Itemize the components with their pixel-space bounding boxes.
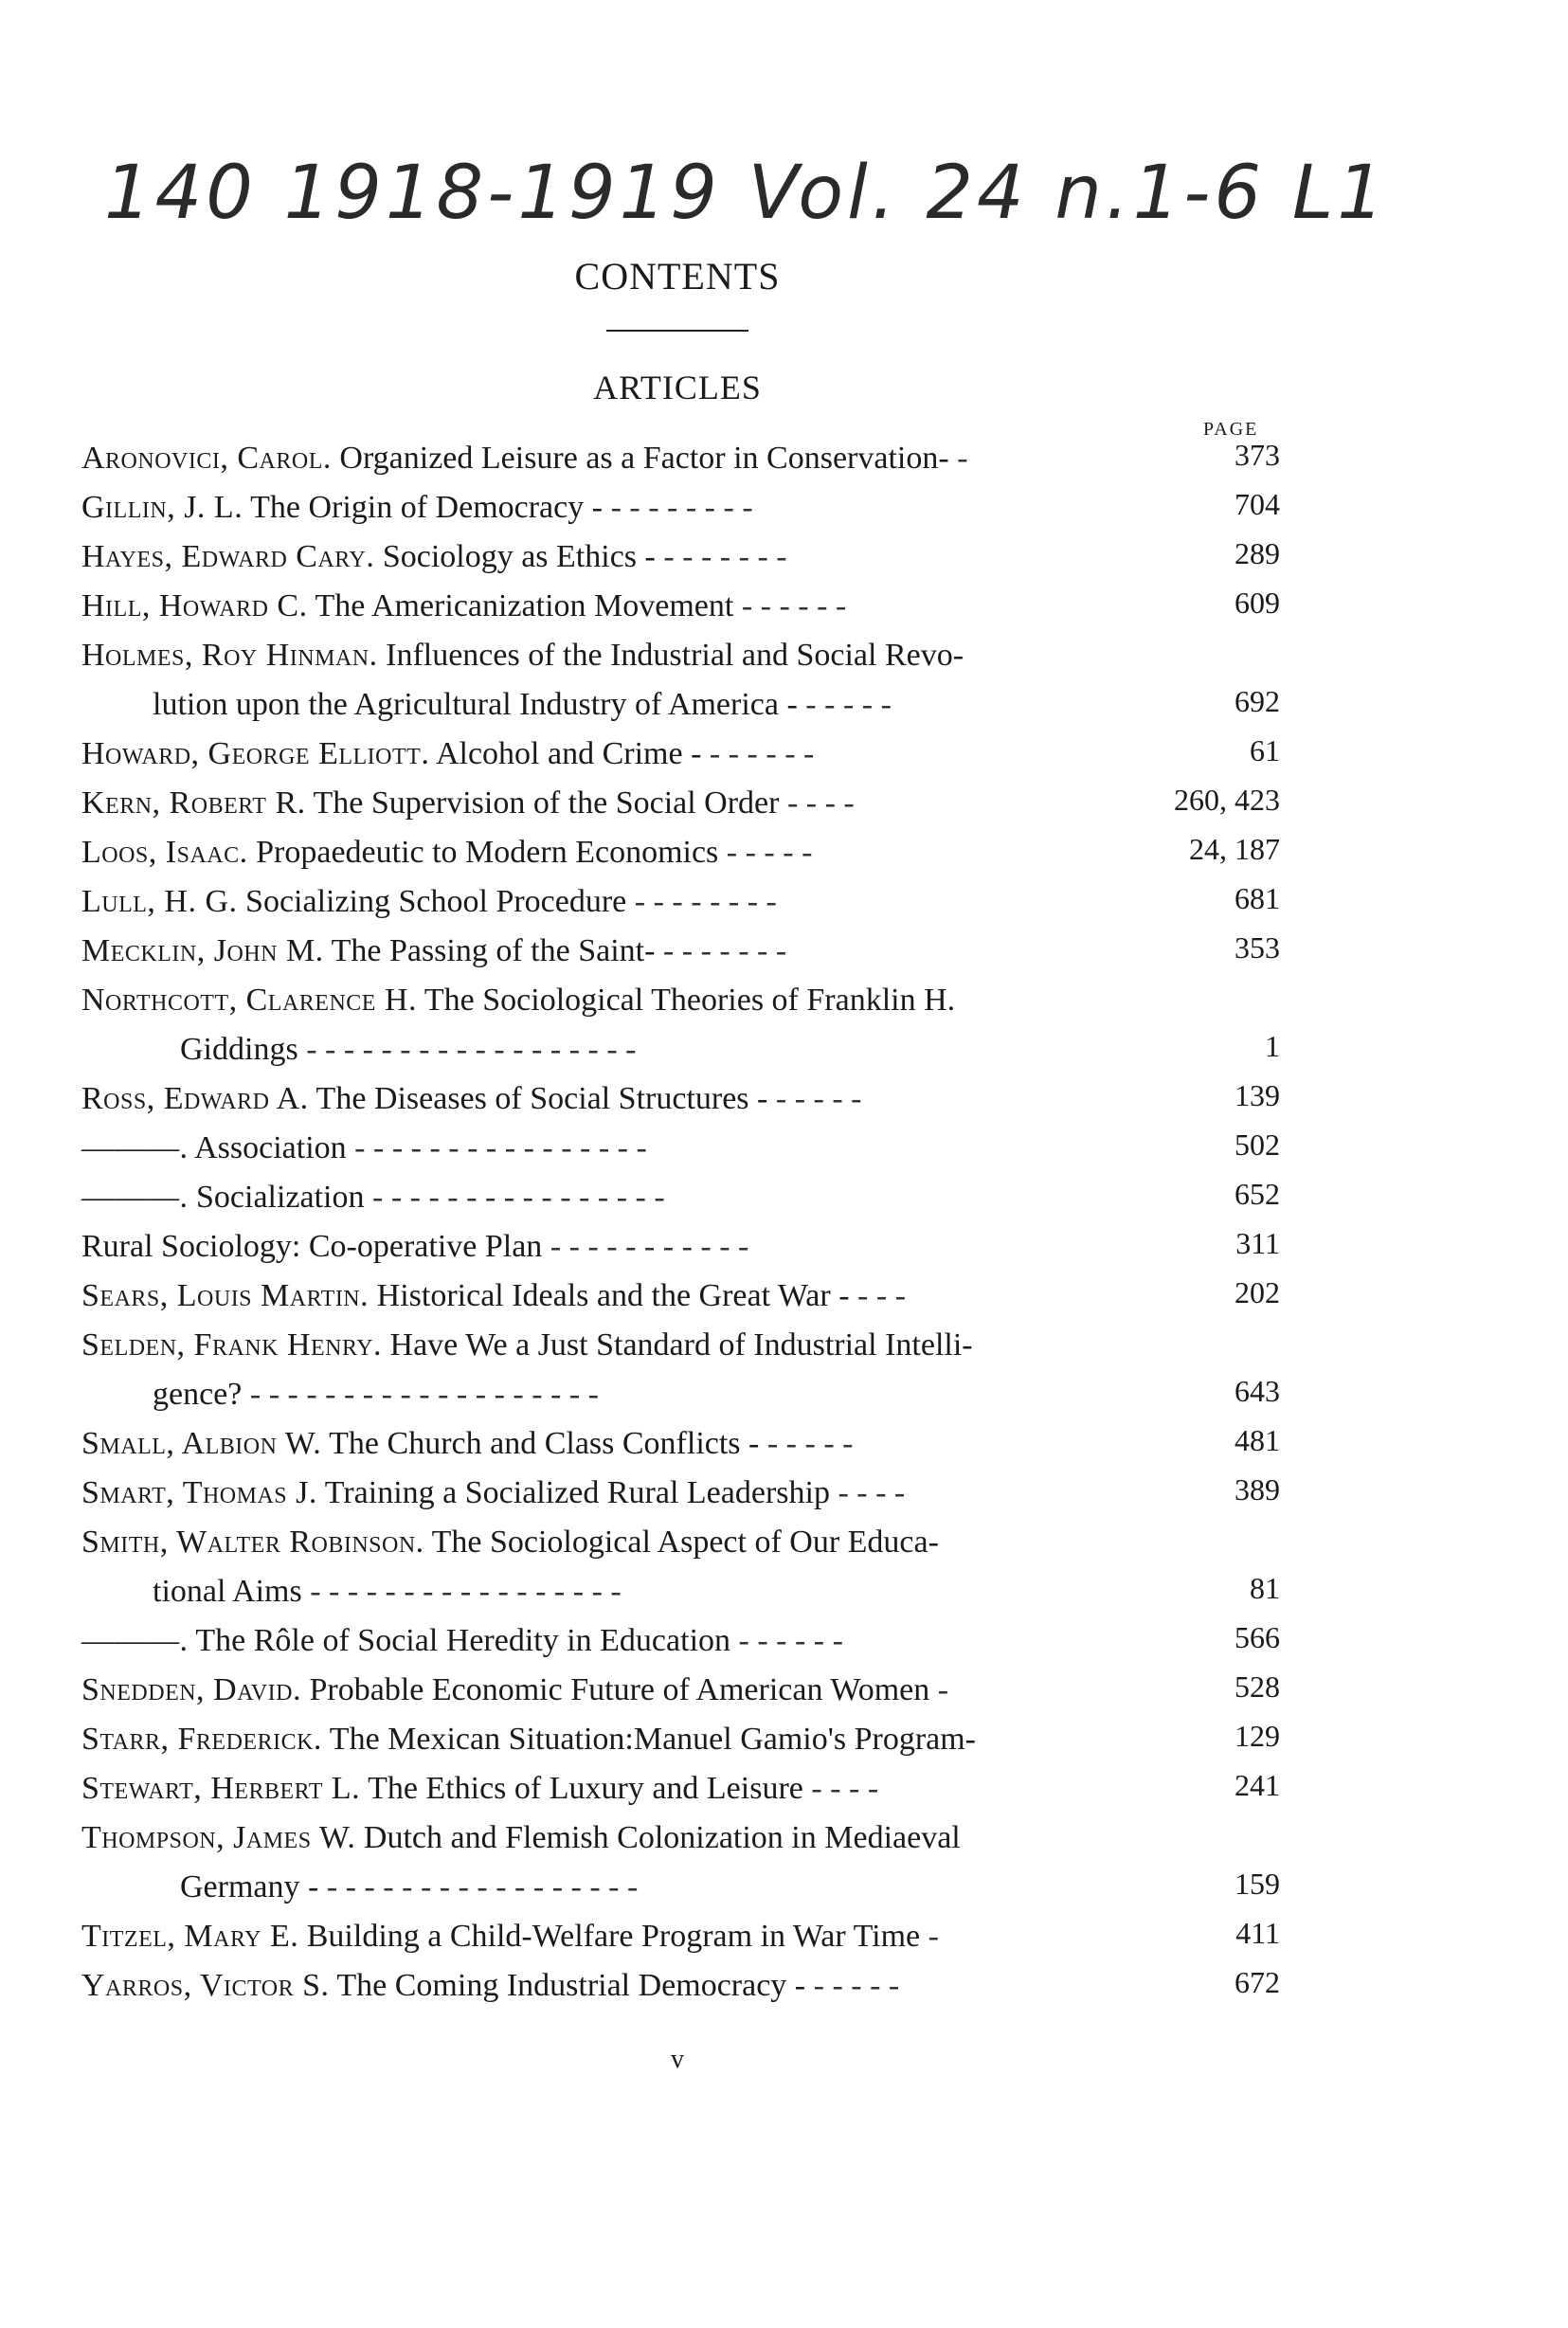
leader-dashes: - - - bbox=[857, 1278, 907, 1313]
entry-title-text: Propaedeutic to Modern Economics bbox=[256, 835, 719, 870]
entry-first-line bbox=[81, 1666, 1176, 1715]
entry-continuation-line bbox=[81, 1025, 1176, 1074]
contents-entry bbox=[81, 1518, 1280, 1616]
contents-entry bbox=[81, 1419, 1280, 1469]
entry-page-number: 692 bbox=[1235, 684, 1280, 718]
entry-author: Snedden, David. bbox=[81, 1672, 302, 1707]
entry-first-line bbox=[81, 1715, 1176, 1764]
entry-first-line bbox=[81, 631, 1176, 680]
entry-page-number: 672 bbox=[1235, 1965, 1280, 1999]
entry-author: Yarros, Victor S. bbox=[81, 1968, 330, 2003]
entry-title-text: Organized Leisure as a Factor in Conservation- bbox=[339, 441, 949, 476]
contents-entry bbox=[81, 877, 1280, 927]
entry-author: Selden, Frank Henry. bbox=[81, 1327, 383, 1363]
entry-continuation-line bbox=[81, 1370, 1176, 1419]
entry-title-text: Historical Ideals and the Great War - bbox=[376, 1278, 850, 1313]
leader-dashes: - - - - bbox=[811, 1771, 879, 1806]
entry-title-text: lution upon the Agricultural Industry of America - bbox=[153, 687, 798, 722]
entry-page-number: 652 bbox=[1235, 1177, 1280, 1211]
entry-first-line bbox=[81, 1814, 1176, 1863]
leader-dashes: - - - - - - bbox=[741, 588, 847, 623]
entry-page-number: 528 bbox=[1235, 1669, 1280, 1704]
entry-title-text: Germany - bbox=[180, 1869, 319, 1904]
entry-first-line bbox=[81, 1469, 1176, 1518]
entry-title-text: The Ethics of Luxury and Leisure bbox=[368, 1771, 803, 1806]
entry-page-number: 289 bbox=[1235, 536, 1280, 570]
entry-page-number: 704 bbox=[1235, 487, 1280, 521]
contents-entry bbox=[81, 1074, 1280, 1124]
handwritten-catalog-note bbox=[104, 142, 1525, 246]
leader-dashes: - - - - - - - bbox=[663, 539, 787, 574]
title-divider bbox=[606, 330, 748, 332]
entry-continuation-line bbox=[81, 1863, 1176, 1912]
entry-first-line bbox=[81, 877, 1176, 927]
contents-entry bbox=[81, 434, 1280, 483]
entry-title-text: Socialization bbox=[196, 1180, 365, 1215]
entry-author: Aronovici, Carol. bbox=[81, 441, 332, 476]
leader-dashes: - - - - - - bbox=[709, 736, 815, 771]
entry-page-number: 260, 423 bbox=[1174, 783, 1280, 817]
entry-title-text: Association bbox=[194, 1130, 347, 1165]
entry-title-text: The Church and Class Conflicts - bbox=[329, 1426, 760, 1461]
entry-first-line bbox=[81, 1419, 1176, 1469]
entry-author: Smart, Thomas J. bbox=[81, 1475, 317, 1510]
entry-author: ———. bbox=[81, 1180, 189, 1215]
entry-title-text: Training a Socialized Rural Leadership bbox=[324, 1475, 830, 1510]
entry-author: Small, Albion W. bbox=[81, 1426, 322, 1461]
entry-author: Holmes, Roy Hinman. bbox=[81, 638, 378, 673]
page-column-label: PAGE bbox=[1203, 419, 1259, 440]
entry-title-text: Sociology as Ethics - bbox=[382, 539, 656, 574]
leader-dashes: - - - - - bbox=[766, 1426, 854, 1461]
leader-dashes: - - - - - - - - - - - - - - - - - - - bbox=[249, 1377, 599, 1412]
entry-page-number: 139 bbox=[1235, 1078, 1280, 1112]
contents-entry bbox=[81, 1715, 1280, 1764]
contents-entry bbox=[81, 631, 1280, 730]
entry-author: Starr, Frederick. bbox=[81, 1722, 322, 1757]
leader-dashes: - - - - - - - - bbox=[634, 884, 777, 919]
entry-author: Lull, H. G. bbox=[81, 884, 238, 919]
entry-first-line bbox=[81, 1173, 1176, 1222]
entry-title-text: The Passing of the Saint- bbox=[331, 933, 656, 968]
entry-first-line bbox=[81, 1272, 1176, 1321]
contents-entry bbox=[81, 1173, 1280, 1222]
contents-entry bbox=[81, 828, 1280, 877]
entry-author: ———. bbox=[81, 1130, 189, 1165]
entry-author: Ross, Edward A. bbox=[81, 1081, 309, 1116]
entry-title-text: Alcohol and Crime - bbox=[435, 736, 702, 771]
leader-dashes: - - - - - bbox=[775, 1081, 862, 1116]
leader-dashes: - - - - bbox=[786, 785, 855, 821]
entry-title-text: Probable Economic Future of American Women bbox=[309, 1672, 930, 1707]
contents-entry bbox=[81, 532, 1280, 582]
entry-first-line bbox=[81, 1764, 1176, 1814]
entry-page-number: 311 bbox=[1235, 1226, 1280, 1260]
leader-dashes: - - - - - bbox=[813, 1968, 900, 2003]
entry-author: Northcott, Clarence H. bbox=[81, 983, 417, 1018]
entry-first-line bbox=[81, 1124, 1176, 1173]
entry-page-number: 389 bbox=[1235, 1472, 1280, 1507]
leader-dashes: - - - - - - - bbox=[662, 933, 787, 968]
contents-entry bbox=[81, 1124, 1280, 1173]
entry-title-text: Socializing School Procedure bbox=[245, 884, 627, 919]
contents-entry bbox=[81, 1272, 1280, 1321]
leader-dashes: - - - - - - - - - - - - - - - - - bbox=[326, 1869, 639, 1904]
contents-entry bbox=[81, 1222, 1280, 1272]
entry-first-line bbox=[81, 582, 1176, 631]
entry-page-number: 481 bbox=[1235, 1423, 1280, 1457]
contents-entry bbox=[81, 730, 1280, 779]
leader-dashes: - - - - - - bbox=[738, 1623, 843, 1658]
entry-author: Hill, Howard C. bbox=[81, 588, 308, 623]
entry-first-line bbox=[81, 1222, 1176, 1272]
entry-page-number: 159 bbox=[1235, 1867, 1280, 1901]
contents-entry bbox=[81, 1321, 1280, 1419]
contents-entry bbox=[81, 483, 1280, 532]
contents-entry bbox=[81, 779, 1280, 828]
entry-first-line bbox=[81, 779, 1176, 828]
entry-page-number: 61 bbox=[1250, 733, 1280, 767]
entry-author: ———. bbox=[81, 1623, 189, 1658]
entry-title-text: Influences of the Industrial and Social Revo- bbox=[386, 638, 964, 673]
entry-author: Titzel, Mary E. bbox=[81, 1919, 299, 1954]
entry-title-text: tional Aims bbox=[153, 1574, 302, 1609]
entry-page-number: 353 bbox=[1235, 930, 1280, 965]
entry-title-text: Rural Sociology: Co-operative Plan bbox=[81, 1229, 543, 1264]
entry-first-line bbox=[81, 1616, 1176, 1666]
entry-title-text: The Origin of Democracy - bbox=[250, 490, 604, 525]
entry-author: Thompson, James W. bbox=[81, 1820, 356, 1855]
entry-first-line bbox=[81, 434, 1176, 483]
entry-first-line bbox=[81, 1518, 1176, 1567]
leader-dashes: - - - - - - - - bbox=[610, 490, 753, 525]
entry-page-number: 129 bbox=[1235, 1719, 1280, 1753]
entry-title-text: The Coming Industrial Democracy - bbox=[336, 1968, 806, 2003]
entry-author: Kern, Robert R. bbox=[81, 785, 306, 821]
contents-entry bbox=[81, 582, 1280, 631]
entry-author: Smith, Walter Robinson. bbox=[81, 1525, 424, 1560]
entry-first-line bbox=[81, 1961, 1176, 2011]
entry-page-number: 411 bbox=[1235, 1916, 1280, 1950]
entry-page-number: 502 bbox=[1235, 1128, 1280, 1162]
entry-page-number: 1 bbox=[1265, 1029, 1280, 1063]
entry-first-line bbox=[81, 532, 1176, 582]
entry-page-number: 373 bbox=[1235, 438, 1280, 472]
leader-dashes: - bbox=[928, 1919, 939, 1954]
leader-dashes: - - - - - - - - - - - - - - - - - bbox=[310, 1574, 622, 1609]
entry-first-line bbox=[81, 1321, 1176, 1370]
entry-page-number: 81 bbox=[1250, 1571, 1280, 1605]
entry-page-number: 681 bbox=[1235, 881, 1280, 915]
entry-page-number: 643 bbox=[1235, 1374, 1280, 1408]
contents-entry bbox=[81, 927, 1280, 976]
entry-title-text: The Diseases of Social Structures - bbox=[315, 1081, 768, 1116]
contents-entry bbox=[81, 1814, 1280, 1912]
leader-dashes: - - - - bbox=[838, 1475, 906, 1510]
entry-title-text: The Americanization Movement bbox=[315, 588, 734, 623]
entry-page-number: 202 bbox=[1235, 1275, 1280, 1309]
contents-entry bbox=[81, 1616, 1280, 1666]
entry-first-line bbox=[81, 927, 1176, 976]
entry-title-text: The Rôle of Social Heredity in Education bbox=[195, 1623, 731, 1658]
contents-entry bbox=[81, 976, 1280, 1074]
entry-title-text: gence? bbox=[153, 1377, 243, 1412]
entry-author: Sears, Louis Martin. bbox=[81, 1278, 369, 1313]
entry-title-text: The Mexican Situation:Manuel Gamio's Program- bbox=[329, 1722, 977, 1757]
contents-entry bbox=[81, 1666, 1280, 1715]
entry-continuation-line bbox=[81, 1567, 1176, 1616]
entry-page-number: 24, 187 bbox=[1189, 832, 1280, 866]
entry-first-line bbox=[81, 828, 1176, 877]
entry-first-line bbox=[81, 976, 1176, 1025]
entry-first-line bbox=[81, 730, 1176, 779]
entry-page-number: 566 bbox=[1235, 1620, 1280, 1654]
leader-dashes: - - - - - - - - - - - bbox=[550, 1229, 749, 1264]
entry-first-line bbox=[81, 1912, 1176, 1961]
leader-dashes: - - - - - - - - - - - - - - - - bbox=[354, 1130, 647, 1165]
entry-page-number: 609 bbox=[1235, 586, 1280, 620]
entry-title-text: Have We a Just Standard of Industrial Intelli- bbox=[389, 1327, 973, 1363]
entry-first-line bbox=[81, 1074, 1176, 1124]
page-folio: v bbox=[671, 2045, 684, 2074]
leader-dashes: - - - - - bbox=[805, 687, 892, 722]
leader-dashes: - - - - - - - - - - - - - - - - - - bbox=[306, 1032, 637, 1067]
contents-entry bbox=[81, 1469, 1280, 1518]
entry-first-line bbox=[81, 483, 1176, 532]
leader-dashes: - bbox=[957, 441, 968, 476]
leader-dashes: - - - - - bbox=[726, 835, 813, 870]
entry-title-text: Building a Child-Welfare Program in War Time bbox=[306, 1919, 921, 1954]
entry-title-text: The Supervision of the Social Order bbox=[313, 785, 780, 821]
contents-entry bbox=[81, 1961, 1280, 2011]
entry-author: Howard, George Elliott. bbox=[81, 736, 430, 771]
entry-page-number: 241 bbox=[1235, 1768, 1280, 1802]
entry-author: Gillin, J. L. bbox=[81, 490, 243, 525]
leader-dashes: - bbox=[937, 1672, 949, 1707]
entry-title-text: Dutch and Flemish Colonization in Mediaeval bbox=[363, 1820, 961, 1855]
entry-author: Loos, Isaac. bbox=[81, 835, 248, 870]
leader-dashes: - - - - - - - - - - - - - - - - bbox=[372, 1180, 665, 1215]
contents-list bbox=[81, 434, 1280, 2011]
entry-title-text: The Sociological Aspect of Our Educa- bbox=[431, 1525, 939, 1560]
handwritten-note-text: 140 1918-1919 Vol. 24 n.1-6 L1 bbox=[104, 151, 1388, 236]
entry-author: Mecklin, John M. bbox=[81, 933, 324, 968]
contents-entry bbox=[81, 1764, 1280, 1814]
entry-author: Hayes, Edward Cary. bbox=[81, 539, 375, 574]
page-title: CONTENTS bbox=[574, 255, 781, 298]
entry-author: Stewart, Herbert L. bbox=[81, 1771, 361, 1806]
entry-continuation-line bbox=[81, 680, 1176, 730]
contents-entry bbox=[81, 1912, 1280, 1961]
entry-title-text: Giddings bbox=[180, 1032, 298, 1067]
entry-title-text: The Sociological Theories of Franklin H. bbox=[424, 983, 956, 1018]
section-heading: ARTICLES bbox=[593, 369, 762, 406]
